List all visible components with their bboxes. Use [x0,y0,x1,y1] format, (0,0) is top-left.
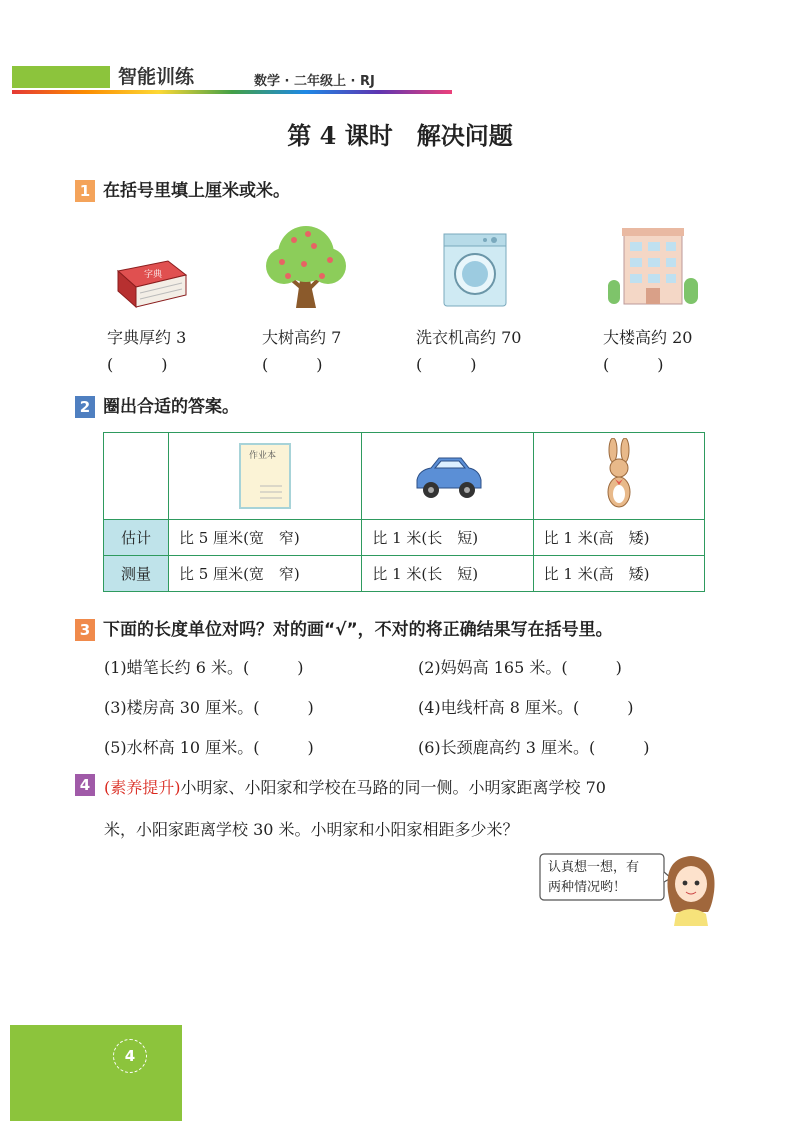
question-number: 3 [75,619,95,641]
q3-item-2[interactable]: (2)妈妈高 165 米。( ) [418,658,622,677]
question-number: 1 [75,180,95,202]
q1-caption-washer: 洗衣机高约 70 [416,328,522,347]
measure-car[interactable]: 比 1 米(长 短) [362,556,533,592]
header-green-bar [12,66,110,88]
question-text: 在括号里填上厘米或米。 [103,181,290,201]
q1-caption-dictionary: 字典厚约 3 [107,328,187,347]
q1-answer-blank-2[interactable]: ( ) [262,355,323,374]
q4-line-1 [104,775,724,798]
bubble-line-2: 两种情况哟！ [548,880,627,895]
question-text: 下面的长度单位对吗？对的画“√”，不对的将正确结果写在括号里。 [103,620,613,640]
car-cell [362,433,533,520]
header-brand: 智能训练 [118,66,195,88]
page-number: 4 [113,1039,147,1073]
q1-answer-blank-3[interactable]: ( ) [416,355,477,374]
estimate-rabbit[interactable]: 比 1 米(高 矮) [533,520,704,556]
q3-item-3[interactable]: (3)楼房高 30 厘米。( ) [104,698,314,717]
rabbit-cell [533,433,704,520]
footer-green-block [10,1025,182,1121]
q1-answer-blank-4[interactable]: ( ) [603,355,664,374]
building-image [602,224,702,308]
car-image [409,452,485,500]
measure-rabbit[interactable]: 比 1 米(高 矮) [533,556,704,592]
rabbit-image [599,438,639,514]
question-number: 2 [75,396,95,418]
question-3-heading [75,615,613,641]
measure-notebook[interactable]: 比 5 厘米(宽 窄) [169,556,362,592]
bubble-text [548,858,639,898]
question-1-heading [75,176,290,202]
dictionary-image [112,255,190,313]
question-2-heading [75,392,239,418]
q3-item-4[interactable]: (4)电线杆高 8 厘米。( ) [418,698,634,717]
bubble-line-1: 认真想一想，有 [548,860,640,875]
q4-text-1: 小明家、小阳家和学校在马路的同一侧。小明家距离学校 70 [180,778,606,797]
q4-line-2: 米，小阳家距离学校 30 米。小明家和小阳家相距多少米？ [104,820,519,839]
question-text: 圈出合适的答案。 [103,397,239,417]
header-rainbow-line [12,90,452,94]
notebook-cell [169,433,362,520]
table-corner [104,433,169,520]
question-4-heading [75,774,95,796]
header-subject: 数学 · 二年级上 · RJ [254,74,375,89]
q3-item-6[interactable]: (6)长颈鹿高约 3 厘米。( ) [418,738,650,757]
notebook-title: 作业本 [249,451,277,461]
girl-image [662,852,720,926]
dictionary-label: 字典 [144,270,163,280]
row-head-measure: 测量 [104,556,169,592]
notebook-image [238,442,292,510]
question-number: 4 [75,774,95,796]
q1-caption-building: 大楼高约 20 [603,328,693,347]
q1-answer-blank-1[interactable]: ( ) [107,355,168,374]
tree-image [264,220,348,310]
q3-item-5[interactable]: (5)水杯高 10 厘米。( ) [104,738,314,757]
q3-item-1[interactable]: (1)蜡笔长约 6 米。( ) [104,658,304,677]
estimate-notebook[interactable]: 比 5 厘米(宽 窄) [169,520,362,556]
estimate-car[interactable]: 比 1 米(长 短) [362,520,533,556]
row-head-estimate: 估计 [104,520,169,556]
page-title: 第 4 课时 解决问题 [287,121,513,150]
q4-tag: (素养提升) [104,778,181,797]
washing-machine-image [440,232,510,308]
q1-caption-tree: 大树高约 7 [262,328,342,347]
q2-table [103,432,705,592]
